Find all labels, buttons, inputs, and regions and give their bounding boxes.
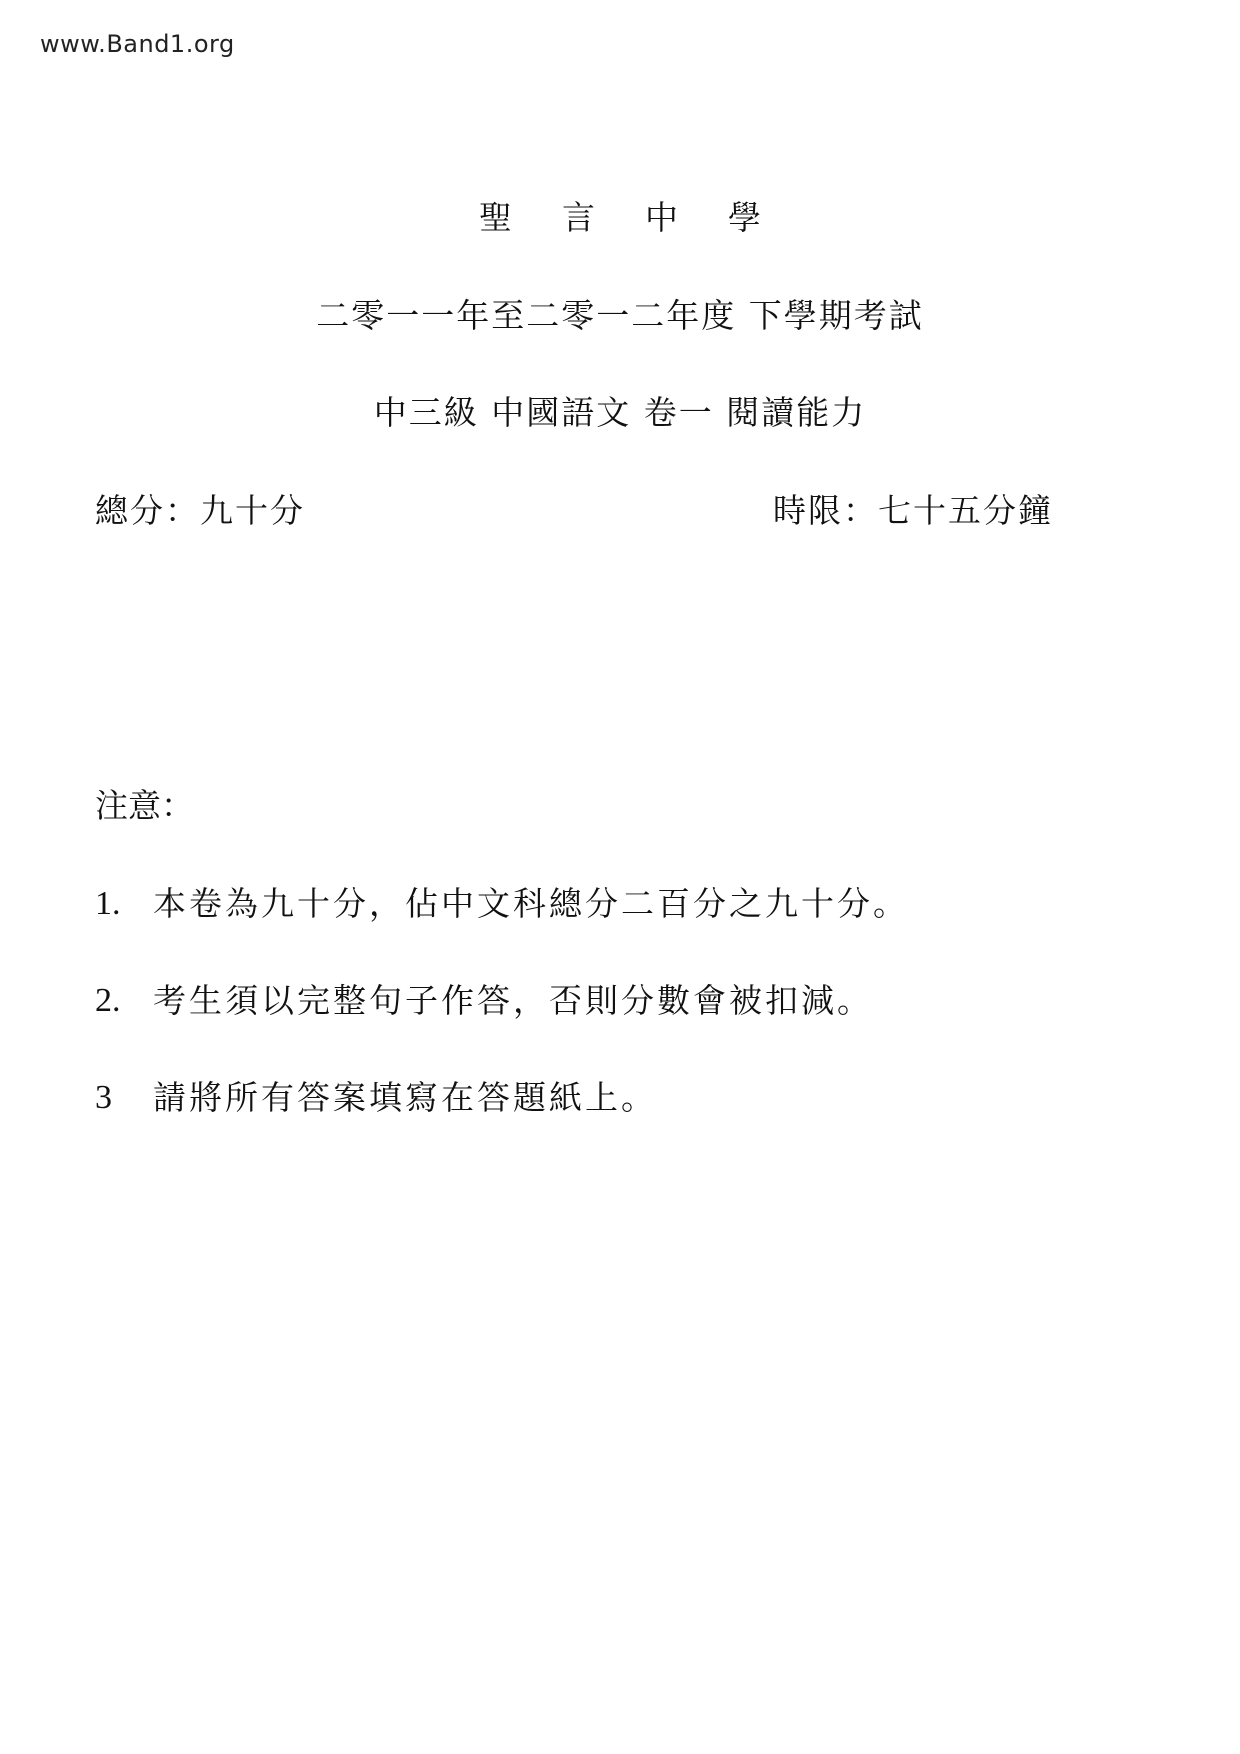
time-limit: 時限：七十五分鐘 <box>773 491 1053 530</box>
notice-item-2 <box>95 981 909 1078</box>
notice-number: 2. <box>95 982 121 1019</box>
notice-item-1 <box>95 884 909 981</box>
notice-text: 考生須以完整句子作答，否則分數會被扣減。 <box>153 981 873 1020</box>
notice-number: 3 <box>95 1079 112 1116</box>
notice-heading: 注意： <box>95 786 194 825</box>
notice-item-3 <box>95 1078 909 1175</box>
school-name: 聖言中學 <box>479 198 811 237</box>
notice-text: 請將所有答案填寫在答題紙上。 <box>153 1078 657 1117</box>
notice-number: 1. <box>95 885 121 922</box>
notice-list <box>95 884 909 1175</box>
paper-title: 中三級 中國語文 卷一 閱讀能力 <box>373 393 867 432</box>
watermark-url: www.Band1.org <box>40 30 235 58</box>
total-marks: 總分：九十分 <box>95 491 305 530</box>
notice-text: 本卷為九十分，佔中文科總分二百分之九十分。 <box>153 884 909 923</box>
exam-title: 二零一一年至二零一二年度 下學期考試 <box>316 296 924 335</box>
